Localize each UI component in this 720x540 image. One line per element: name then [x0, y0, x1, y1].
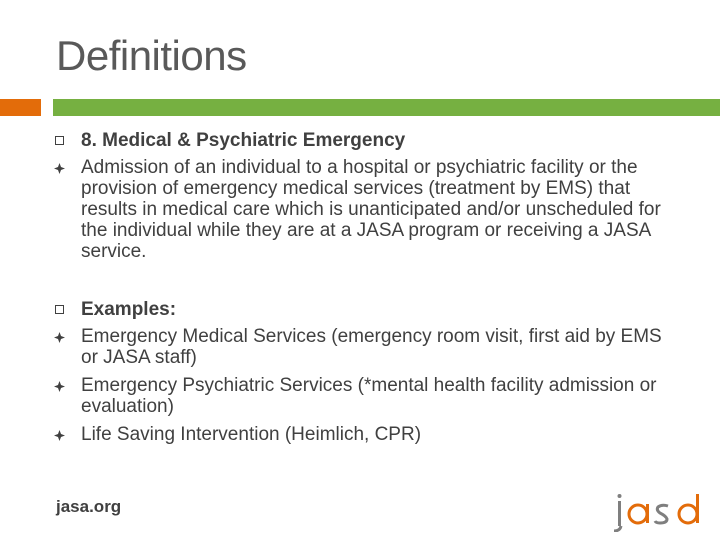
example-item: Emergency Psychiatric Services (*mental health facility admission or evaluation): [81, 375, 657, 417]
footer-website[interactable]: jasa.org: [56, 497, 122, 516]
example-item: Emergency Medical Services (emergency room visit, first aid by EMS or JASA staff): [81, 326, 662, 368]
slide-title: Definitions: [56, 32, 247, 79]
accent-bar-green: [53, 99, 720, 116]
example-item: Life Saving Intervention (Heimlich, CPR): [81, 424, 422, 445]
definition-heading: 8. Medical & Psychiatric Emergency: [81, 130, 406, 151]
definition-body: Admission of an individual to a hospital or psychiatric facility or the provision of emergency medical services (treatment by EMS) that results in medical care which is unanticipated and/or unscheduled for the individual while they are at a JASA program or receiving a JASA service.: [81, 157, 661, 262]
square-bullet-icon: [55, 136, 64, 145]
diamond-bullet-icon: [54, 381, 65, 392]
square-bullet-icon: [55, 305, 64, 314]
diamond-bullet-icon: [54, 163, 65, 174]
diamond-bullet-icon: [54, 430, 65, 441]
diamond-bullet-icon: [54, 332, 65, 343]
examples-heading: Examples:: [81, 299, 177, 320]
accent-bar-orange: [0, 99, 41, 116]
jasa-logo: [610, 490, 710, 532]
